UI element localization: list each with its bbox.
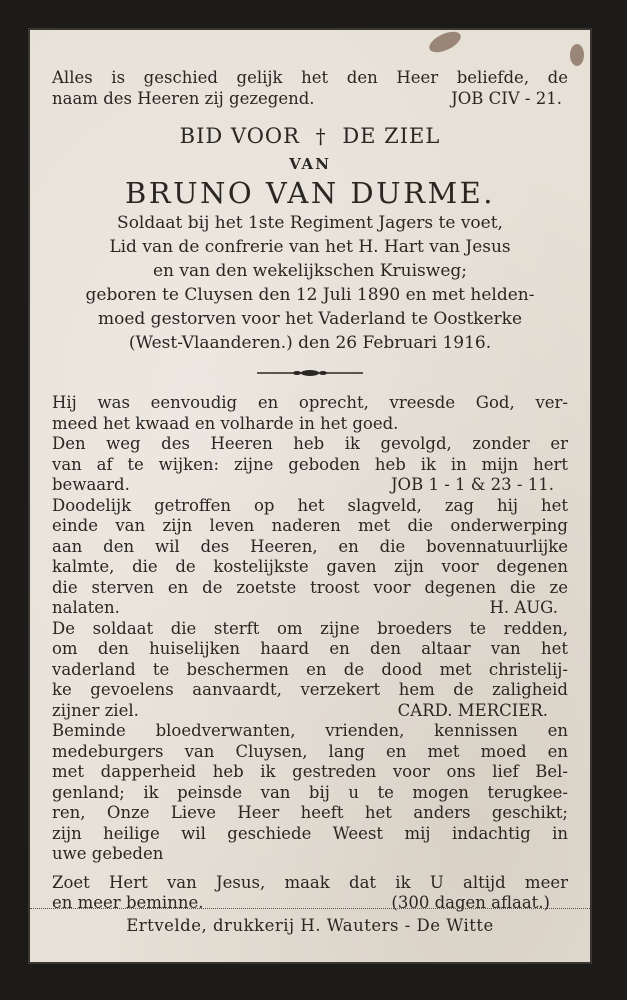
text-line: van af te wijken: zijne geboden heb ik in mijn hert — [52, 454, 568, 474]
text-line: Beminde bloedverwanten, vrienden, kennissen en — [52, 721, 568, 740]
quote-reference: H. AUG. — [489, 598, 558, 617]
quote-reference: CARD. MERCIER. — [397, 700, 548, 720]
text-line: genland; ik peinsde van bij u te mogen terugkee- — [52, 782, 568, 802]
biography-line: (West-Vlaanderen.) den 26 Februari 1916. — [128, 333, 492, 353]
biography-line: Soldaat bij het 1ste Regiment Jagers te voet, — [117, 213, 503, 233]
text-line: nalaten. — [52, 598, 120, 617]
text-line: om den huiselijken haard en den altaar van het — [52, 639, 568, 658]
stain-mark — [570, 44, 584, 66]
text-line: uwe gebeden — [52, 844, 164, 863]
text-line: ke gevoelens aanvaardt, verzekert hem de zaligheid — [52, 680, 568, 699]
memorial-card — [30, 30, 590, 962]
text-line: meed het kwaad en volharde in het goed. — [52, 413, 399, 433]
text-line: zijner ziel. — [52, 700, 139, 720]
biography-line: Lid van de confrerie van het H. Hart van Jesus — [109, 237, 511, 257]
text-line: kalmte, die de kostelijkste gaven zijn voor degenen — [52, 557, 568, 576]
ornament-icon — [255, 369, 365, 377]
prayer-right: DE ZIEL — [342, 124, 441, 148]
text-line: vaderland te beschermen en de dood met christelij- — [52, 659, 568, 679]
prayer-left: BID VOOR — [179, 124, 300, 148]
prayer-van: VAN — [289, 155, 331, 173]
deceased-name: BRUNO VAN DURME. — [124, 176, 496, 210]
text-line: Zoet Hert van Jesus, maak dat ik U altijd meer — [52, 872, 568, 892]
text-line: medeburgers van Cluysen, lang en met moed en — [52, 741, 568, 761]
biography-line: geboren te Cluysen den 12 Juli 1890 en met helden- — [85, 285, 535, 305]
quote-reference: JOB 1 - 1 & 23 - 11. — [390, 475, 554, 494]
text-line: Hij was eenvoudig en oprecht, vreesde God, ver- — [52, 393, 568, 412]
text-line: ren, Onze Lieve Heer heeft het anders geschikt; — [52, 803, 568, 822]
epigraph-line: naam des Heeren zij gezegend. — [52, 88, 315, 108]
biography-line: en van den wekelijkschen Kruisweg; — [153, 261, 467, 281]
quote-reference: (300 dagen aflaat.) — [391, 893, 550, 912]
quote-ref-line — [52, 701, 568, 722]
text-line: bewaard. — [52, 475, 130, 494]
cross-icon: † — [315, 124, 327, 148]
epigraph-line: Alles is geschied gelijk het den Heer beliefde, de — [52, 68, 568, 87]
divider-ornament — [52, 369, 568, 377]
biography-line: moed gestorven voor het Vaderland te Oostkerke — [97, 309, 523, 329]
card-content — [52, 68, 568, 914]
text-line: aan den wil des Heeren, en die bovennatuurlijke — [52, 536, 568, 556]
text-line: en meer beminne. — [52, 893, 204, 912]
quote-ref-line — [52, 598, 568, 619]
text-line: die sterven en de zoetste troost voor degenen die ze — [52, 577, 568, 597]
text-line: met dapperheid heb ik gestreden voor ons lief Bel- — [52, 762, 568, 781]
text-line: zijn heilige wil geschiede Weest mij indachtig in — [52, 823, 568, 843]
memorial-text — [52, 393, 568, 914]
stain-mark — [426, 30, 464, 56]
quote-ref-line — [52, 893, 568, 914]
prayer-heading — [52, 123, 568, 149]
text-line: De soldaat die sterft om zijne broeders te redden, — [52, 618, 568, 638]
epigraph-last-line — [52, 89, 568, 110]
quote-ref-line — [52, 475, 568, 496]
text-line: Doodelijk getroffen op het slagveld, zag hij het — [52, 495, 568, 515]
text-line: einde van zijn leven naderen met die onderwerping — [52, 516, 568, 535]
printer-imprint: Ertvelde, drukkerij H. Wauters - De Witte — [126, 916, 494, 935]
epigraph-reference: JOB CIV - 21. — [451, 88, 562, 108]
text-line: Den weg des Heeren heb ik gevolgd, zonder er — [52, 434, 568, 453]
footer-divider — [30, 908, 590, 909]
